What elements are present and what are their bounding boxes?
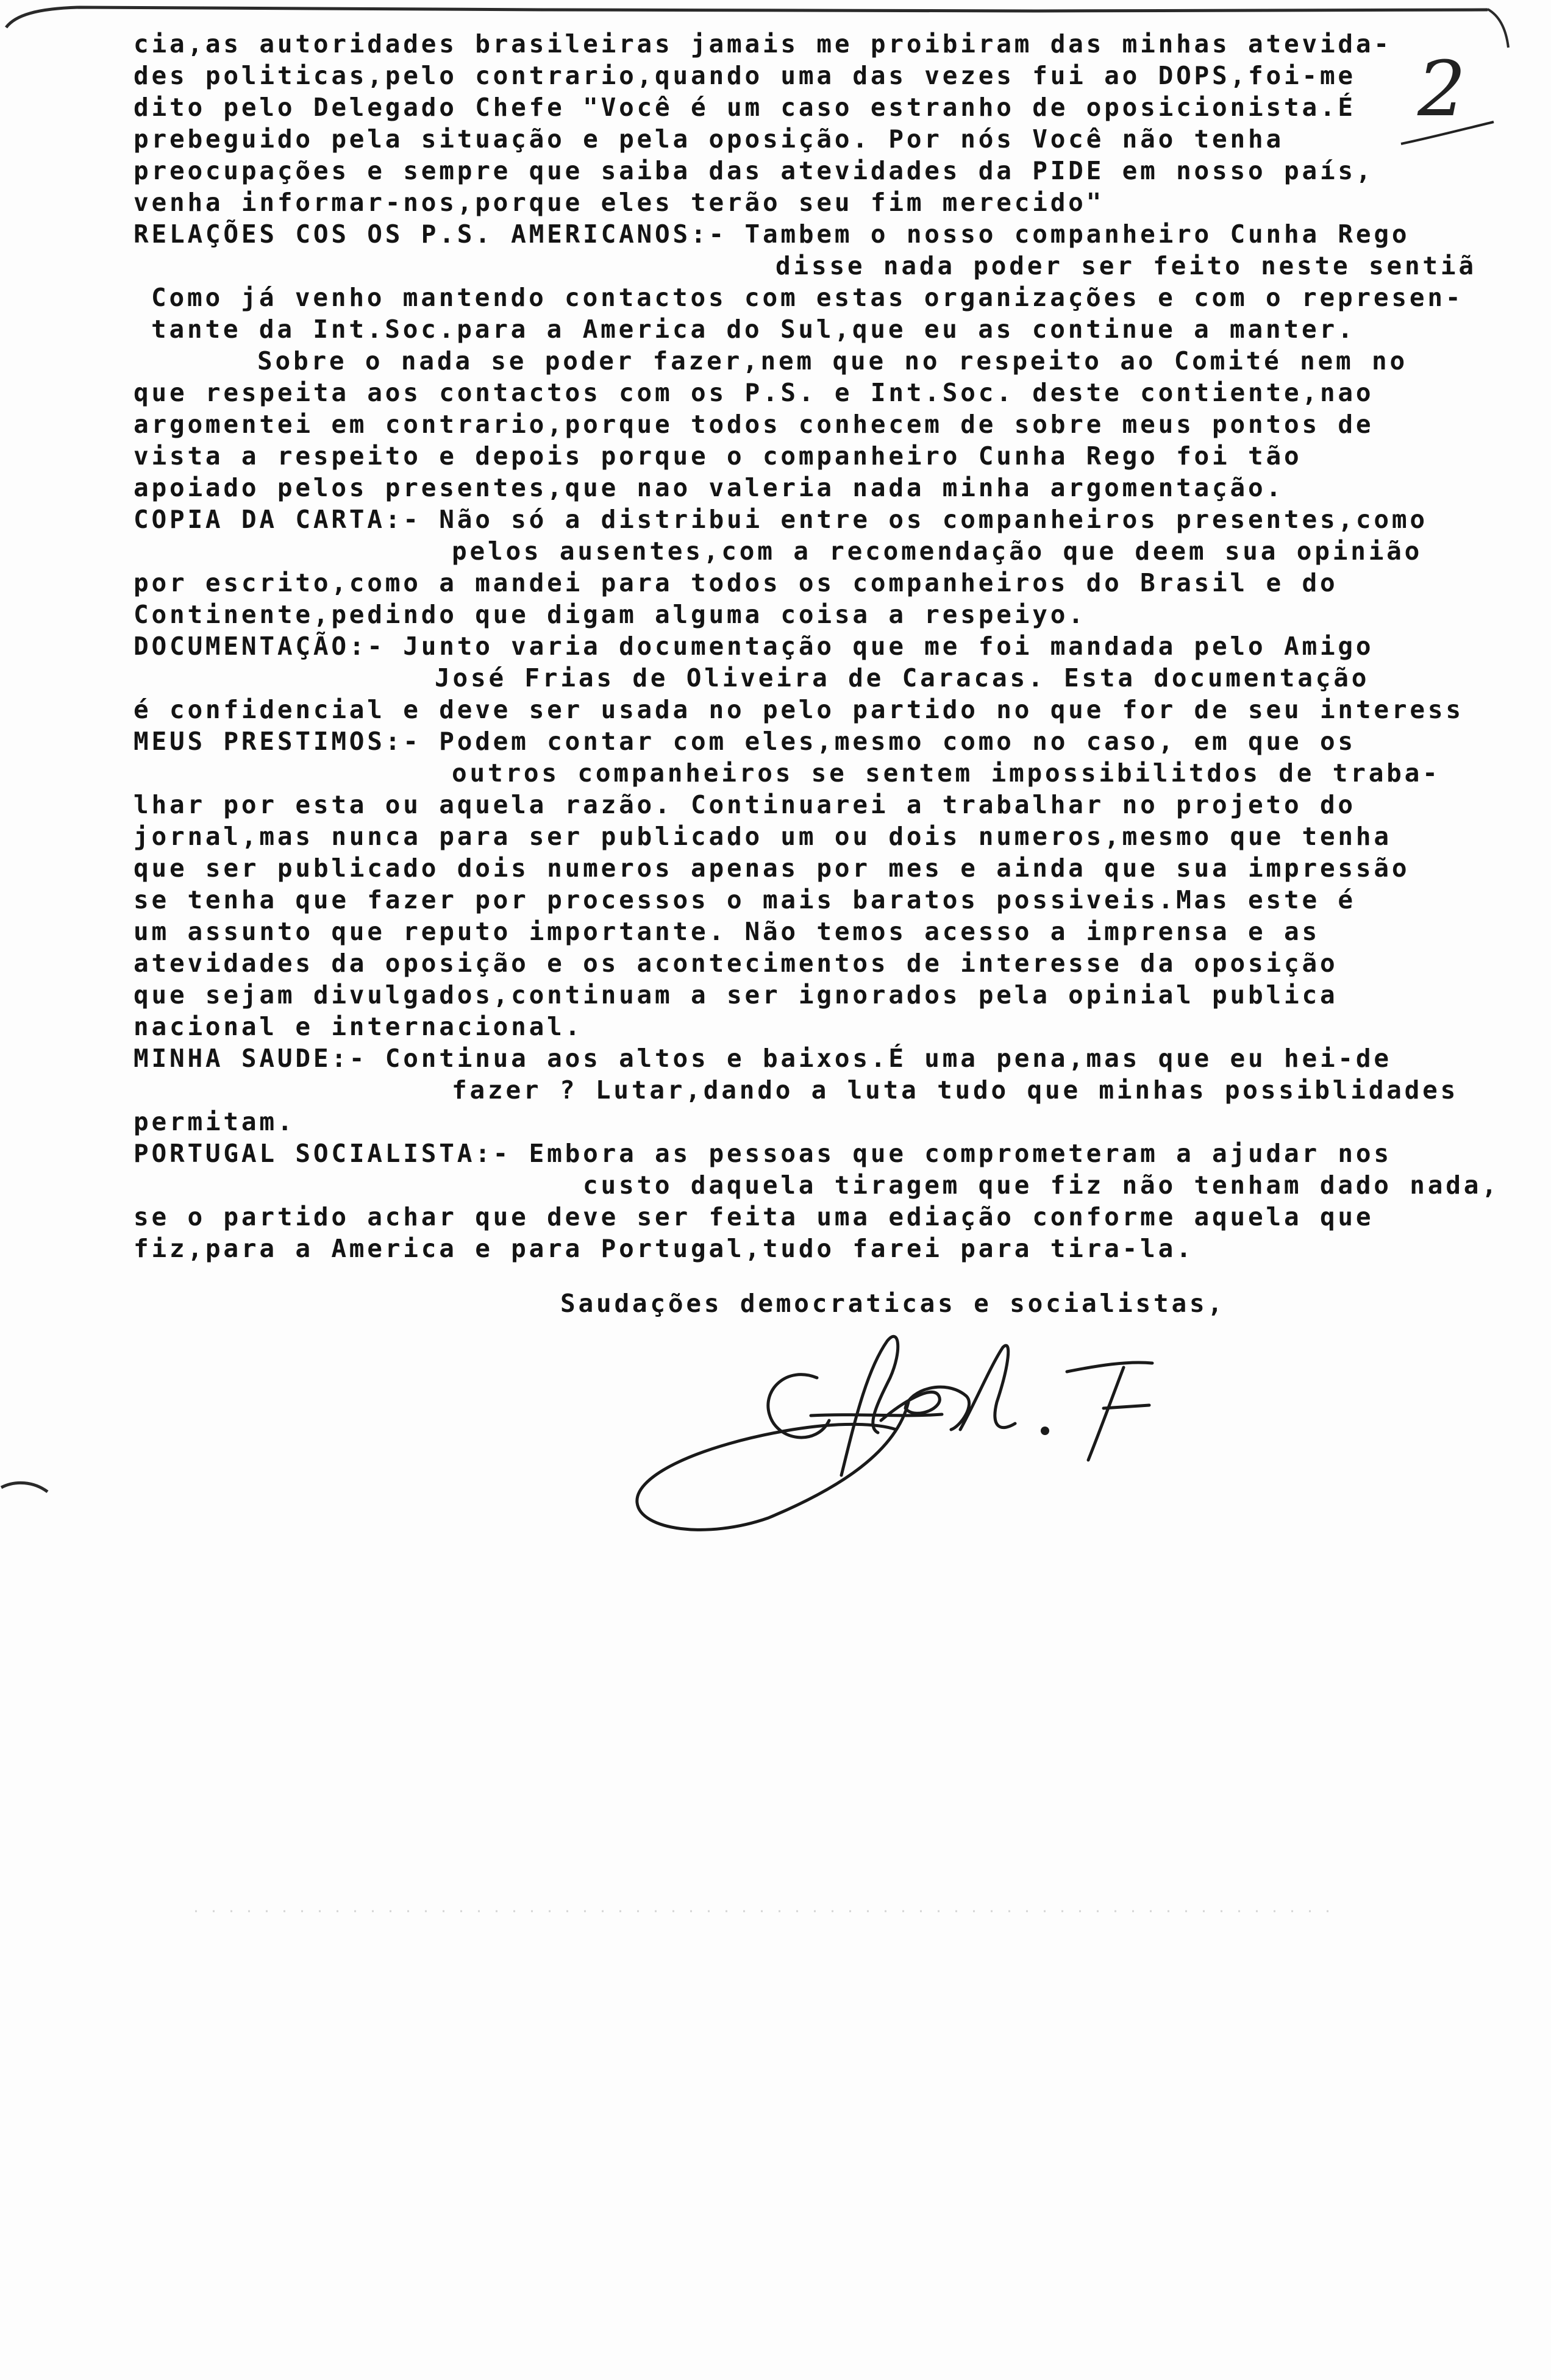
text-line: pelos ausentes,com a recomendação que deem sua opinião: [452, 536, 1423, 566]
signature-ascender: [841, 1336, 898, 1475]
text-line: preocupações e sempre que saiba das atevidades da PIDE em nosso país,: [134, 156, 1374, 185]
closing-salutation: Saudações democraticas e socialistas,: [560, 1289, 1225, 1318]
text-line: fiz,para a America e para Portugal,tudo farei para tira-la.: [134, 1234, 1194, 1263]
text-line: jornal,mas nunca para ser publicado um ou dois numeros,mesmo que tenha: [134, 822, 1392, 851]
section-heading-line: COPIA DA CARTA:- Não só a distribui entre os companheiros presentes,como: [134, 505, 1428, 534]
signature-cross-stroke: [811, 1414, 942, 1416]
text-line: José Frias de Oliveira de Caracas. Esta documentação: [435, 663, 1370, 693]
section-heading-line: PORTUGAL SOCIALISTA:- Embora as pessoas que comprometeram a ajudar nos: [134, 1139, 1392, 1168]
text-line: vista a respeito e depois porque o companheiro Cunha Rego foi tão: [134, 441, 1302, 471]
text-line: outros companheiros se sentem impossibilitdos de traba-: [452, 758, 1441, 788]
text-line: um assunto que reputo importante. Não temos acesso a imprensa e as: [134, 917, 1320, 946]
text-line: é confidencial e deve ser usada no pelo partido no que for de seu interess: [134, 695, 1464, 724]
text-line: des politicas,pelo contrario,quando uma das vezes fui ao DOPS,foi-me: [134, 61, 1356, 90]
section-heading-line: DOCUMENTAÇÃO:- Junto varia documentação que me foi mandada pelo Amigo: [134, 632, 1374, 661]
text-line: que respeita aos contactos com os P.S. e Int.Soc. deste contiente,nao: [134, 378, 1374, 407]
text-line: tante da Int.Soc.para a America do Sul,que eu as continue a manter.: [151, 315, 1356, 344]
text-line: custo daquela tiragem que fiz não tenham dado nada,: [583, 1170, 1500, 1200]
text-line: atevidades da oposição e os acontecimentos de interesse da oposição: [134, 949, 1338, 978]
text-line: que ser publicado dois numeros apenas por mes e ainda que sua impressão: [134, 853, 1410, 883]
signature-final-stem: [1088, 1367, 1124, 1460]
text-line: Continente,pedindo que digam alguma coisa a respeiyo.: [134, 600, 1086, 629]
text-line: fazer ? Lutar,dando a luta tudo que minhas possiblidades: [452, 1075, 1459, 1105]
text-line: prebeguido pela situação e pela oposição. Por nós Você não tenha: [134, 124, 1284, 154]
text-line: apoiado pelos presentes,que nao valeria nada minha argomentação.: [134, 473, 1284, 502]
paragraph-start-line: Sobre o nada se poder fazer,nem que no respeito ao Comité nem no: [257, 346, 1408, 376]
text-line: venha informar-nos,porque eles terão seu fim merecido": [134, 188, 1105, 217]
text-line: permitam.: [134, 1107, 296, 1136]
text-line: lhar por esta ou aquela razão. Continuarei a trabalhar no projeto do: [134, 790, 1356, 819]
section-heading-line: MINHA SAUDE:- Continua aos altos e baixos.É uma pena,mas que eu hei-de: [134, 1044, 1392, 1073]
handwritten-page-number: 2: [1417, 45, 1466, 134]
text-line: Como já venho mantendo contactos com estas organizações e com o represen-: [151, 283, 1464, 312]
signature-tall-letter: [960, 1345, 1015, 1430]
signature-dot: [1041, 1427, 1049, 1435]
section-heading-line: MEUS PRESTIMOS:- Podem contar com eles,mesmo como no caso, em que os: [134, 727, 1356, 756]
text-line: cia,as autoridades brasileiras jamais me proibiram das minhas atevida-: [134, 29, 1392, 59]
text-line: que sejam divulgados,continuam a ser ignorados pela opinial publica: [134, 980, 1338, 1010]
text-line: dito pelo Delegado Chefe "Você é um caso estranho de oposicionista.É: [134, 93, 1356, 122]
text-line: disse nada poder ser feito neste sentiã: [776, 251, 1477, 280]
signature-final-top: [1067, 1363, 1152, 1372]
text-line: se o partido achar que deve ser feita uma ediação conforme aquela que: [134, 1202, 1374, 1231]
text-line: por escrito,como a mandei para todos os companheiros do Brasil e do: [134, 568, 1338, 597]
text-line: argomentei em contrario,porque todos conhecem de sobre meus pontos de: [134, 410, 1374, 439]
signature-loops: [881, 1387, 969, 1430]
text-line: nacional e internacional.: [134, 1012, 583, 1041]
section-heading-line: RELAÇÕES COS OS P.S. AMERICANOS:- Tambem o nosso companheiro Cunha Rego: [134, 219, 1410, 249]
text-line: se tenha que fazer por processos o mais baratos possiveis.Mas este é: [134, 885, 1356, 914]
